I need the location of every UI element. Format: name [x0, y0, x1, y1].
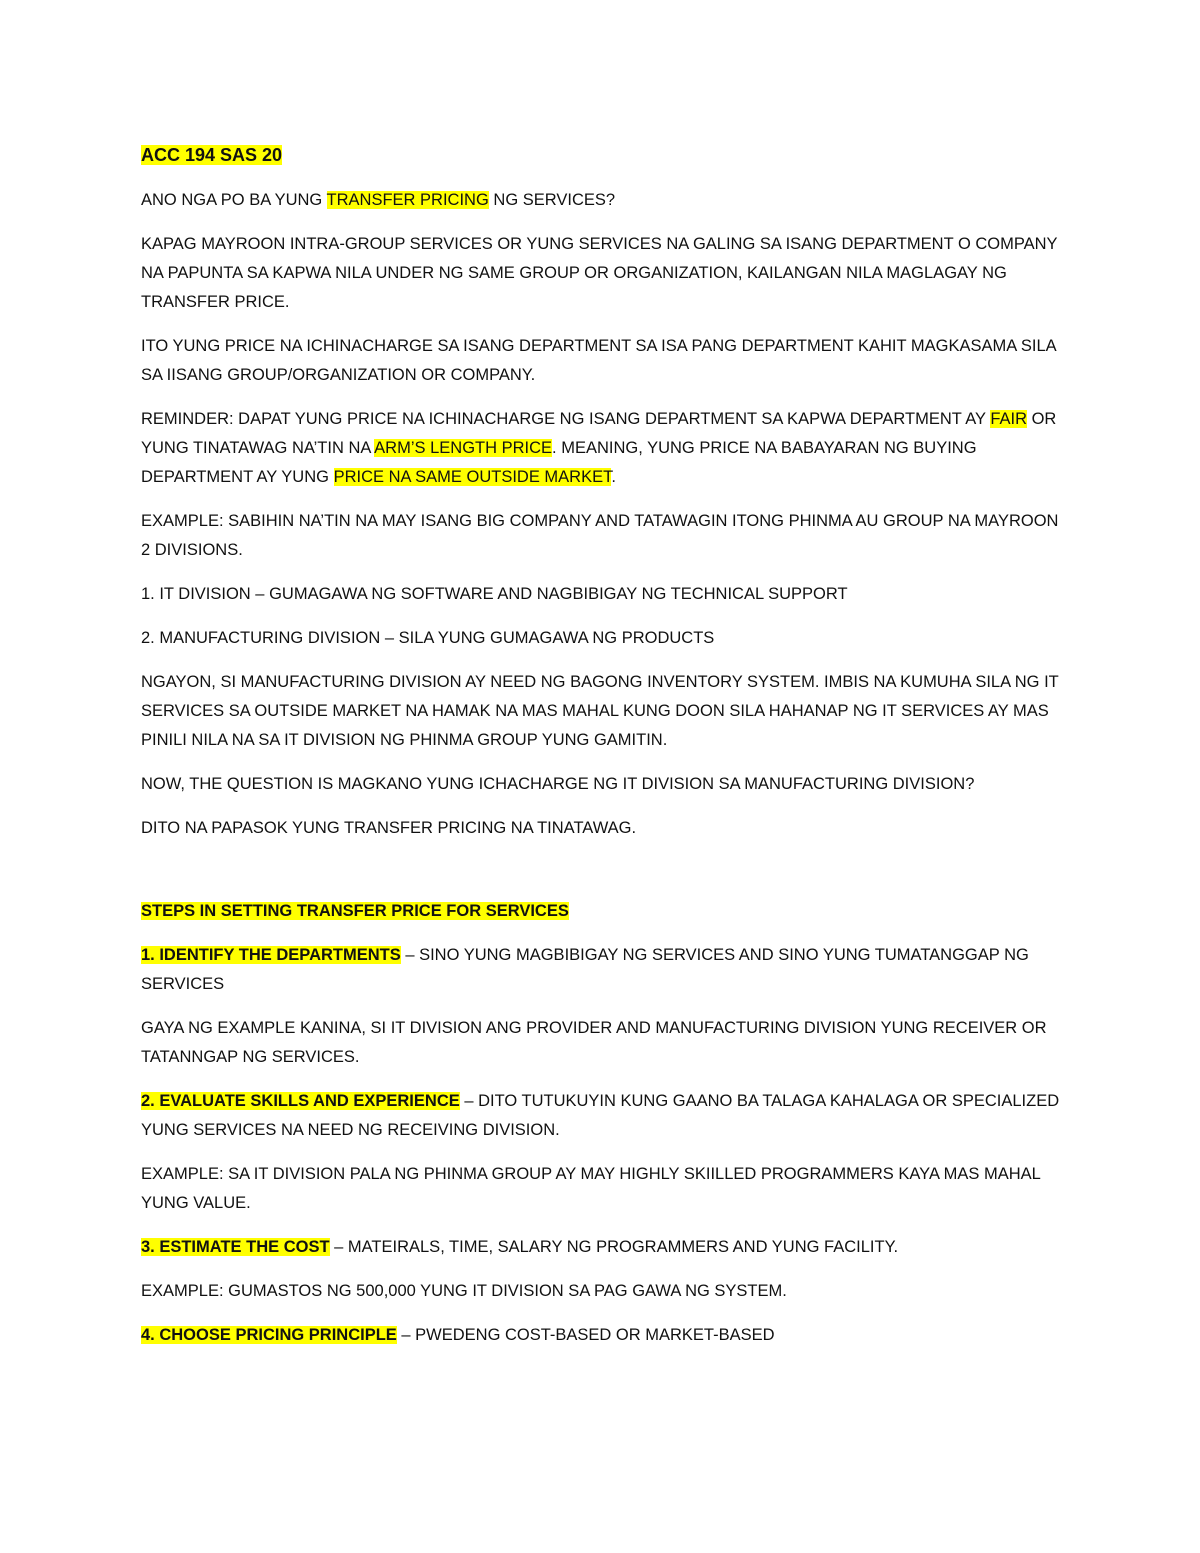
- step-2: [141, 1087, 1066, 1145]
- question-paragraph: [141, 186, 1066, 215]
- ngayon-paragraph: NGAYON, SI MANUFACTURING DIVISION AY NEED NG BAGONG INVENTORY SYSTEM. IMBIS NA KUMUHA SILA NG IT SERVICES SA OUTSIDE MARKET NA HAMAK NA MAS MAHAL KUNG DOON SILA HAHANAP NG IT SERVICES AY MAS PINILI NILA NA SA IT DIVISION NG PHINMA GROUP YUNG GAMITIN.: [141, 673, 1059, 749]
- step-3: [141, 1233, 1066, 1262]
- reminder-highlight-fair: FAIR: [990, 410, 1028, 428]
- reminder-text-2: OR YUNG TINATAWAG NA’TIN NA: [141, 410, 1057, 457]
- step-1-example: GAYA NG EXAMPLE KANINA, SI IT DIVISION ANG PROVIDER AND MANUFACTURING DIVISION YUNG RECEIVER OR TATANNGAP NG SERVICES.: [141, 1019, 1047, 1066]
- reminder-text-3: . MEANING, YUNG PRICE NA BABAYARAN NG BUYING DEPARTMENT AY YUNG: [141, 439, 977, 486]
- step-4-label: 4. CHOOSE PRICING PRINCIPLE: [141, 1326, 397, 1344]
- title-highlight: ACC 194 SAS 20: [141, 145, 283, 165]
- price-paragraph: ITO YUNG PRICE NA ICHINACHARGE SA ISANG DEPARTMENT SA ISA PANG DEPARTMENT KAHIT MAGKASAMA SILA SA IISANG GROUP/ORGANIZATION OR COMPANY.: [141, 337, 1056, 384]
- step-3-label: 3. ESTIMATE THE COST: [141, 1238, 330, 1256]
- division-item-it: 1. IT DIVISION – GUMAGAWA NG SOFTWARE AND NAGBIBIGAY NG TECHNICAL SUPPORT: [141, 585, 848, 603]
- reminder-highlight-outside-market: PRICE NA SAME OUTSIDE MARKET: [333, 468, 612, 486]
- step-1-label: 1. IDENTIFY THE DEPARTMENTS: [141, 946, 401, 964]
- reminder-text-1: REMINDER: DAPAT YUNG PRICE NA ICHINACHARGE NG ISANG DEPARTMENT SA KAPWA DEPARTMENT AY: [141, 410, 991, 428]
- step-3-text: – MATEIRALS, TIME, SALARY NG PROGRAMMERS AND YUNG FACILITY.: [329, 1238, 899, 1256]
- example-paragraph: EXAMPLE: SABIHIN NA’TIN NA MAY ISANG BIG COMPANY AND TATAWAGIN ITONG PHINMA AU GROUP NA MAYROON 2 DIVISIONS.: [141, 512, 1059, 559]
- question-suffix: NG SERVICES?: [488, 191, 616, 209]
- blank-line: [141, 858, 1066, 897]
- step-3-example: EXAMPLE: GUMASTOS NG 500,000 YUNG IT DIVISION SA PAG GAWA NG SYSTEM.: [141, 1282, 787, 1300]
- steps-heading: [141, 897, 1066, 926]
- question-prefix: ANO NGA PO BA YUNG: [141, 191, 327, 209]
- step-1: [141, 941, 1066, 999]
- reminder-text-4: .: [611, 468, 616, 486]
- step-2-text: – DITO TUTUKUYIN KUNG GAANO BA TALAGA KAHALAGA OR SPECIALIZED YUNG SERVICES NA NEED NG RECEIVING DIVISION.: [141, 1092, 1060, 1139]
- reminder-paragraph: [141, 405, 1066, 492]
- document-body: [141, 141, 1066, 1365]
- step-2-example: EXAMPLE: SA IT DIVISION PALA NG PHINMA GROUP AY MAY HIGHLY SKIILLED PROGRAMMERS KAYA MAS MAHAL YUNG VALUE.: [141, 1165, 1041, 1212]
- document-title: [141, 141, 1066, 171]
- division-item-manufacturing: 2. MANUFACTURING DIVISION – SILA YUNG GUMAGAWA NG PRODUCTS: [141, 629, 715, 647]
- dito-paragraph: DITO NA PAPASOK YUNG TRANSFER PRICING NA TINATAWAG.: [141, 819, 637, 837]
- question-highlight: TRANSFER PRICING: [326, 191, 489, 209]
- step-1-text: – SINO YUNG MAGBIBIGAY NG SERVICES AND SINO YUNG TUMATANGGAP NG SERVICES: [141, 946, 1029, 993]
- steps-heading-highlight: STEPS IN SETTING TRANSFER PRICE FOR SERVICES: [141, 902, 569, 920]
- intro-paragraph: KAPAG MAYROON INTRA-GROUP SERVICES OR YUNG SERVICES NA GALING SA ISANG DEPARTMENT O COMPANY NA PAPUNTA SA KAPWA NILA UNDER NG SAME GROUP OR ORGANIZATION, KAILANGAN NILA MAGLAGAY NG TRANSFER PRICE.: [141, 235, 1058, 311]
- step-4: [141, 1321, 1066, 1350]
- step-4-text: – PWEDENG COST-BASED OR MARKET-BASED: [396, 1326, 775, 1344]
- question-now-paragraph: NOW, THE QUESTION IS MAGKANO YUNG ICHACHARGE NG IT DIVISION SA MANUFACTURING DIVISION?: [141, 775, 975, 793]
- reminder-highlight-arms-length: ARM’S LENGTH PRICE: [374, 439, 553, 457]
- step-2-label: 2. EVALUATE SKILLS AND EXPERIENCE: [141, 1092, 460, 1110]
